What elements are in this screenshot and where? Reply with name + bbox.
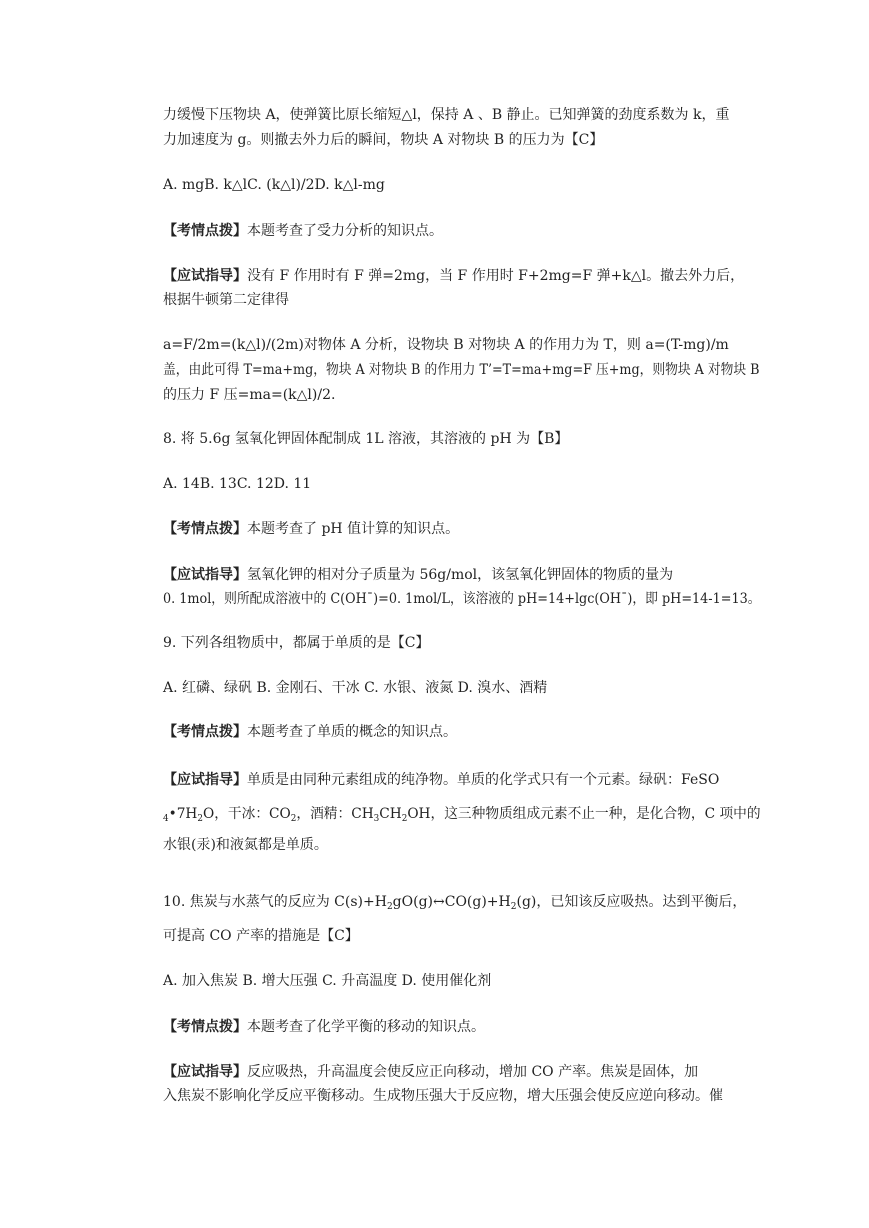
q7-guide-text: 没有 F 作用时有 F 弹=2mg，当 F 作用时 F+2mg=F 弹+k△l。撤去外力后， (247, 268, 745, 284)
q8-guide-tag: 【应试指导】 (163, 567, 247, 583)
q7-analysis-text: 本题考查了受力分析的知识点。 (247, 223, 443, 239)
q10-analysis (163, 1018, 485, 1036)
q9-guide-line-3: 水银(汞)和液氮都是单质。 (163, 837, 328, 853)
q7-guide-line-3: a=F/2m=(k△l)/(2m)对物体 A 分析，设物块 B 对物块 A 的作用力为 T，则 a=(T-mg)/m (163, 337, 729, 353)
q7-guide-tag: 【应试指导】 (163, 268, 247, 284)
q9-guide-text: 单质是由同种元素组成的纯净物。单质的化学式只有一个元素。绿矾：FeSO (247, 772, 720, 788)
q7-analysis (163, 222, 443, 240)
subscript: 2 (290, 814, 297, 824)
formula-text: OH，这三种物质组成元素不止一种，是化合物，C 项中的 (407, 806, 761, 822)
formula-text: ，酒精：CH (296, 806, 374, 822)
subscript: 4 (163, 814, 169, 824)
q7-analysis-tag: 【考情点拨】 (163, 223, 247, 239)
q10-guide-text: 反应吸热，升高温度会使反应正向移动，增加 CO 产率。焦炭是固体，加 (247, 1064, 699, 1080)
q10-question-line-1 (163, 893, 746, 916)
q10-guide-tag: 【应试指导】 (163, 1064, 247, 1080)
q7-guide-line-2: 根据牛顿第二定律得 (163, 292, 289, 308)
formula-text: O，干冰：CO (202, 806, 291, 822)
q7-guide-line-1 (163, 267, 744, 285)
q9-guide-line-1 (163, 771, 719, 789)
q7-text-line-2: 力加速度为 g。则撤去外力后的瞬间，物块 A 对物块 B 的压力为【C】 (163, 132, 604, 148)
subscript: 2 (197, 814, 203, 824)
q8-options: A. 14B. 13C. 12D. 11 (163, 476, 312, 492)
q10-question-line-2: 可提高 CO 产率的措施是【C】 (163, 928, 359, 944)
q8-analysis-tag: 【考情点拨】 (163, 521, 247, 537)
q10-guide-line-1 (163, 1063, 698, 1081)
q8-guide-line-2: 0. 1mol，则所配成溶液中的 C(OH¯)=0. 1mol/L，该溶液的 pH=14+lgc(OH¯)，即 pH=14-1=13。 (163, 591, 761, 607)
q9-analysis-text: 本题考查了单质的概念的知识点。 (247, 724, 457, 740)
q9-options: A. 红磷、绿矾 B. 金刚石、干冰 C. 水银、液氮 D. 溴水、酒精 (163, 680, 548, 696)
q8-analysis (163, 520, 459, 538)
q9-analysis-tag: 【考情点拨】 (163, 724, 247, 740)
subscript: 2 (510, 902, 517, 912)
formula-text: gO(g)↔CO(g)+H (392, 894, 511, 910)
q9-guide-line-2 (163, 805, 761, 828)
q7-options: A. mgB. k△lC. (k△l)/2D. k△l-mg (163, 177, 385, 193)
q8-analysis-text: 本题考查了 pH 值计算的知识点。 (247, 521, 460, 537)
formula-text: 10. 焦炭与水蒸气的反应为 C(s)+H (163, 894, 387, 910)
formula-text: CH (379, 806, 402, 822)
subscript: 2 (401, 814, 408, 824)
q7-guide-line-4: 盖，由此可得 T=ma+mg，物块 A 对物块 B 的作用力 T’=T=ma+mg=F 压+mg，则物块 A 对物块 B (163, 362, 760, 378)
q10-options: A. 加入焦炭 B. 增大压强 C. 升高温度 D. 使用催化剂 (163, 973, 492, 989)
subscript: 3 (373, 814, 380, 824)
q8-guide-line-1 (163, 566, 673, 584)
q7-guide-line-5: 的压力 F 压=ma=(k△l)/2. (163, 387, 336, 403)
q9-analysis (163, 723, 457, 741)
q9-guide-tag: 【应试指导】 (163, 772, 247, 788)
subscript: 2 (386, 902, 393, 912)
q7-text-line-1: 力缓慢下压物块 A，使弹簧比原长缩短△l，保持 A 、B 静止。已知弹簧的劲度系数为 k，重 (163, 107, 730, 123)
q8-question: 8. 将 5.6g 氢氧化钾固体配制成 1L 溶液，其溶液的 pH 为【B】 (163, 431, 569, 447)
q9-question: 9. 下列各组物质中，都属于单质的是【C】 (163, 635, 430, 651)
q8-guide-text: 氢氧化钾的相对分子质量为 56g/mol，该氢氧化钾固体的物质的量为 (247, 567, 674, 583)
q10-analysis-text: 本题考查了化学平衡的移动的知识点。 (247, 1019, 485, 1035)
q10-analysis-tag: 【考情点拨】 (163, 1019, 247, 1035)
q10-guide-line-2: 入焦炭不影响化学反应平衡移动。生成物压强大于反应物，增大压强会使反应逆向移动。催 (163, 1088, 723, 1104)
formula-text: (g)，已知该反应吸热。达到平衡后， (516, 894, 747, 910)
formula-text: •7H (168, 806, 198, 822)
